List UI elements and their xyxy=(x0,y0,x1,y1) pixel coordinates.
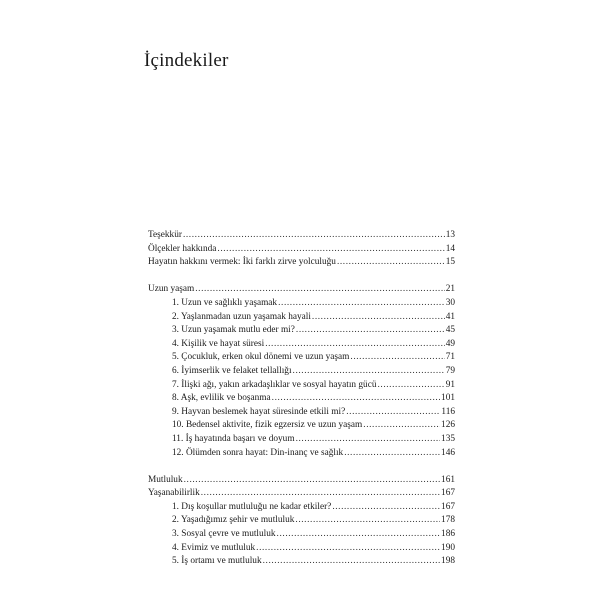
toc-entry xyxy=(148,487,455,501)
toc-entry xyxy=(148,351,455,365)
toc-entry-page: 79 xyxy=(445,365,455,376)
toc-entry xyxy=(148,256,455,270)
dot-leader xyxy=(217,243,444,257)
toc-entry-page: 41 xyxy=(445,311,455,322)
dot-leader xyxy=(265,338,445,352)
toc-entry xyxy=(148,555,455,569)
toc-entry-title: 11. İş hayatında başarı ve doyum xyxy=(172,433,295,444)
toc-entry xyxy=(148,542,455,556)
toc-entry xyxy=(148,311,455,325)
toc-entry-page: 116 xyxy=(441,406,455,417)
toc-entry-title: Teşekkür xyxy=(148,230,182,240)
toc-entry xyxy=(148,365,455,379)
toc-entry xyxy=(148,406,455,420)
toc-entry-page: 91 xyxy=(445,379,455,390)
dot-leader xyxy=(346,406,440,420)
toc-entry-page: 167 xyxy=(441,501,455,512)
toc-entry-title: 1. Dış koşullar mutluluğu ne kadar etkiler? xyxy=(172,501,332,512)
toc-entry xyxy=(148,447,455,461)
toc-entry-title: 3. Sosyal çevre ve mutluluk xyxy=(172,529,276,540)
dot-leader xyxy=(263,555,440,569)
toc-entry-title: Ölçekler hakkında xyxy=(148,243,217,254)
toc-entry xyxy=(148,433,455,447)
toc-group xyxy=(148,283,455,460)
dot-leader xyxy=(183,229,445,243)
toc-entry xyxy=(148,243,455,257)
dot-leader xyxy=(350,351,444,365)
dot-leader xyxy=(377,379,444,393)
toc-entry-page: 13 xyxy=(445,230,455,240)
dot-leader xyxy=(332,501,440,515)
dot-leader xyxy=(295,514,440,528)
toc-entry xyxy=(148,379,455,393)
toc-entry-page: 186 xyxy=(441,529,455,540)
dot-leader xyxy=(278,297,445,311)
toc-entry-title: 4. Kişilik ve hayat süresi xyxy=(172,338,265,349)
toc-entry-title: 2. Yaşadığımız şehir ve mutluluk xyxy=(172,515,295,526)
toc-entry-title: 2. Yaşlanmadan uzun yaşamak hayali xyxy=(172,311,311,322)
toc-entry xyxy=(148,297,455,311)
dot-leader xyxy=(256,542,440,556)
toc-entry-title: 4. Evimiz ve mutluluk xyxy=(172,542,256,553)
toc-entry-page: 30 xyxy=(445,297,455,308)
dot-leader xyxy=(337,256,445,270)
toc-entry-title: 12. Ölümden sonra hayat: Din-inanç ve sağlık xyxy=(172,447,344,458)
toc-entry-page: 190 xyxy=(441,542,455,553)
toc-entry-page: 49 xyxy=(445,338,455,349)
toc-entry-page: 14 xyxy=(445,243,455,254)
toc-entry xyxy=(148,528,455,542)
dot-leader xyxy=(201,487,440,501)
toc-entry-page: 198 xyxy=(441,556,455,567)
toc-entry-page: 21 xyxy=(445,284,455,295)
toc-entry-title: 5. İş ortamı ve mutluluk xyxy=(172,556,262,567)
toc-entry-page: 167 xyxy=(441,488,455,499)
toc-entry-title: Yaşanabilirlik xyxy=(148,488,200,499)
toc-entry-title: 6. İyimserlik ve felaket tellallığı xyxy=(172,365,292,376)
dot-leader xyxy=(363,419,440,433)
toc-entry-page: 126 xyxy=(441,420,455,431)
dot-leader xyxy=(293,365,445,379)
toc-entry xyxy=(148,392,455,406)
toc-entry xyxy=(148,419,455,433)
table-of-contents xyxy=(148,229,455,569)
dot-leader xyxy=(296,433,440,447)
dot-leader xyxy=(195,283,444,297)
toc-entry-page: 146 xyxy=(441,447,455,458)
toc-entry-page: 101 xyxy=(441,393,455,404)
dot-leader xyxy=(184,474,440,488)
toc-entry-title: 8. Aşk, evlilik ve boşanma xyxy=(172,393,271,404)
toc-entry-page: 161 xyxy=(441,474,455,485)
toc-group xyxy=(148,474,455,569)
toc-entry xyxy=(148,229,455,243)
toc-entry xyxy=(148,324,455,338)
page-title: İçindekiler xyxy=(144,50,229,71)
toc-entry-page: 15 xyxy=(445,257,455,268)
toc-entry-page: 135 xyxy=(441,433,455,444)
toc-entry-title: 1. Uzun ve sağlıklı yaşamak xyxy=(172,297,278,308)
toc-entry xyxy=(148,501,455,515)
toc-entry xyxy=(148,514,455,528)
toc-entry-page: 178 xyxy=(441,515,455,526)
toc-entry-title: Hayatın hakkını vermek: İki farklı zirve yolculuğu xyxy=(148,257,336,268)
toc-entry xyxy=(148,338,455,352)
toc-entry-title: 3. Uzun yaşamak mutlu eder mi? xyxy=(172,325,295,336)
toc-group xyxy=(148,229,455,270)
dot-leader xyxy=(312,311,445,325)
toc-entry-title: Mutluluk xyxy=(148,474,183,485)
dot-leader xyxy=(296,324,445,338)
toc-entry xyxy=(148,474,455,488)
toc-entry-title: Uzun yaşam xyxy=(148,284,195,295)
toc-entry-page: 71 xyxy=(445,352,455,363)
dot-leader xyxy=(344,447,440,461)
dot-leader xyxy=(272,392,440,406)
toc-entry-title: 5. Çocukluk, erken okul dönemi ve uzun yaşam xyxy=(172,352,350,363)
toc-entry-page: 45 xyxy=(445,325,455,336)
toc-entry-title: 10. Bedensel aktivite, fizik egzersiz ve uzun yaşam xyxy=(172,420,363,431)
dot-leader xyxy=(277,528,441,542)
toc-entry-title: 7. İlişki ağı, yakın arkadaşlıklar ve sosyal hayatın gücü xyxy=(172,379,377,390)
toc-entry-title: 9. Hayvan beslemek hayat süresinde etkili mi? xyxy=(172,406,346,417)
toc-entry xyxy=(148,283,455,297)
